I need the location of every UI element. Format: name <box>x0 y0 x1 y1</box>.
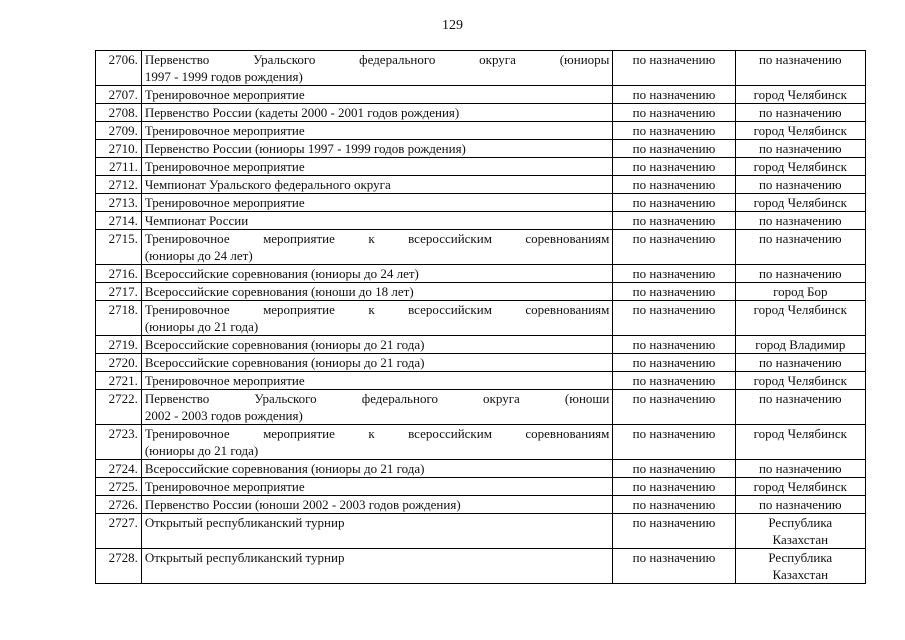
event-name: Всероссийские соревнования (юниоры до 24 лет) <box>144 266 419 281</box>
event-place-cell <box>735 336 865 354</box>
event-place-line1: город Владимир <box>755 337 846 352</box>
event-date: по назначению <box>632 123 716 138</box>
event-date: по назначению <box>632 550 716 565</box>
event-name-cell <box>141 301 613 336</box>
event-name-line1: Тренировочное мероприятие к всероссийским соревнованиям <box>144 426 610 441</box>
event-name: Тренировочное мероприятие <box>144 479 305 494</box>
event-date-cell <box>613 372 735 390</box>
event-date: по назначению <box>632 87 716 102</box>
event-place-cell <box>735 514 865 549</box>
event-date-cell <box>613 140 735 158</box>
table-row <box>96 122 866 140</box>
event-place-line1: город Челябинск <box>753 373 847 388</box>
event-place-cell <box>735 176 865 194</box>
row-number-cell <box>96 336 142 354</box>
row-number: 2709. <box>108 123 138 138</box>
event-name: Тренировочное мероприятие <box>144 373 305 388</box>
row-number: 2720. <box>108 355 138 370</box>
table-row <box>96 496 866 514</box>
table-row <box>96 478 866 496</box>
table-row <box>96 104 866 122</box>
event-date-cell <box>613 514 735 549</box>
row-number-cell <box>96 372 142 390</box>
event-name-cell <box>141 478 613 496</box>
row-number: 2718. <box>108 302 138 317</box>
event-name-cell <box>141 514 613 549</box>
event-date: по назначению <box>632 177 716 192</box>
event-place-cell <box>735 549 865 584</box>
events-table-body <box>96 51 866 584</box>
table-row <box>96 86 866 104</box>
event-name-cell <box>141 212 613 230</box>
row-number-cell <box>96 51 142 86</box>
row-number: 2712. <box>108 177 138 192</box>
row-number-cell <box>96 140 142 158</box>
event-name: Чемпионат Уральского федерального округа <box>144 177 391 192</box>
event-place-cell <box>735 425 865 460</box>
event-place-line1: по назначению <box>758 213 842 228</box>
row-number-cell <box>96 478 142 496</box>
row-number: 2714. <box>108 213 138 228</box>
row-number-cell <box>96 212 142 230</box>
event-name: Тренировочное мероприятие <box>144 87 305 102</box>
event-place-cell <box>735 104 865 122</box>
event-name: Открытый республиканский турнир <box>144 515 345 530</box>
event-name-cell <box>141 230 613 265</box>
event-name-cell <box>141 194 613 212</box>
event-date-cell <box>613 176 735 194</box>
table-row <box>96 514 866 549</box>
row-number-cell <box>96 194 142 212</box>
event-date-cell <box>613 549 735 584</box>
event-date-cell <box>613 158 735 176</box>
event-place-line1: по назначению <box>758 52 842 67</box>
event-place-line1: по назначению <box>758 497 842 512</box>
event-place-cell <box>735 301 865 336</box>
event-date: по назначению <box>632 52 716 67</box>
event-date-cell <box>613 122 735 140</box>
row-number: 2715. <box>108 231 138 246</box>
event-date-cell <box>613 194 735 212</box>
row-number-cell <box>96 496 142 514</box>
event-date: по назначению <box>632 284 716 299</box>
events-table <box>95 50 866 584</box>
event-name: Всероссийские соревнования (юниоры до 21 года) <box>144 337 425 352</box>
event-name-cell <box>141 460 613 478</box>
event-date: по назначению <box>632 266 716 281</box>
event-name-line2: 2002 - 2003 годов рождения) <box>144 408 303 423</box>
event-place-line1: по назначению <box>758 177 842 192</box>
event-date-cell <box>613 265 735 283</box>
event-place-line1: по назначению <box>758 231 842 246</box>
event-date-cell <box>613 425 735 460</box>
row-number: 2724. <box>108 461 138 476</box>
event-date: по назначению <box>632 515 716 530</box>
event-place-cell <box>735 230 865 265</box>
event-name-cell <box>141 283 613 301</box>
row-number: 2708. <box>108 105 138 120</box>
page-number: 129 <box>442 18 463 33</box>
event-date: по назначению <box>632 195 716 210</box>
event-name-cell <box>141 140 613 158</box>
event-date: по назначению <box>632 141 716 156</box>
row-number-cell <box>96 176 142 194</box>
row-number: 2716. <box>108 266 138 281</box>
event-date-cell <box>613 86 735 104</box>
event-place-line1: по назначению <box>758 266 842 281</box>
row-number: 2719. <box>108 337 138 352</box>
event-date: по назначению <box>632 373 716 388</box>
event-place-cell <box>735 460 865 478</box>
table-row <box>96 51 866 86</box>
event-name-cell <box>141 549 613 584</box>
event-date: по назначению <box>632 497 716 512</box>
event-place-line1: город Челябинск <box>753 302 847 317</box>
event-place-line2: Казахстан <box>772 532 829 547</box>
event-name-cell <box>141 104 613 122</box>
event-name-line2: (юниоры до 21 года) <box>144 443 259 458</box>
event-place-line1: город Челябинск <box>753 123 847 138</box>
event-name: Тренировочное мероприятие <box>144 195 305 210</box>
event-place-line1: город Челябинск <box>753 87 847 102</box>
event-name: Всероссийские соревнования (юноши до 18 лет) <box>144 284 414 299</box>
event-name-cell <box>141 265 613 283</box>
event-name-cell <box>141 390 613 425</box>
event-place-line2: Казахстан <box>772 567 829 582</box>
row-number-cell <box>96 460 142 478</box>
event-date-cell <box>613 478 735 496</box>
event-name-line1: Тренировочное мероприятие к всероссийским соревнованиям <box>144 302 610 317</box>
event-name-line2: (юниоры до 21 года) <box>144 319 259 334</box>
event-name-cell <box>141 122 613 140</box>
event-date-cell <box>613 460 735 478</box>
event-place-line1: город Челябинск <box>753 159 847 174</box>
event-date-cell <box>613 301 735 336</box>
event-name-cell <box>141 496 613 514</box>
event-name: Тренировочное мероприятие <box>144 159 305 174</box>
event-name-cell <box>141 86 613 104</box>
table-row <box>96 194 866 212</box>
event-name-cell <box>141 425 613 460</box>
event-place-cell <box>735 496 865 514</box>
row-number-cell <box>96 549 142 584</box>
row-number-cell <box>96 425 142 460</box>
table-row <box>96 425 866 460</box>
row-number-cell <box>96 354 142 372</box>
event-date-cell <box>613 390 735 425</box>
event-place-line1: по назначению <box>758 461 842 476</box>
table-row <box>96 212 866 230</box>
row-number-cell <box>96 514 142 549</box>
event-name-cell <box>141 372 613 390</box>
event-date: по назначению <box>632 302 716 317</box>
row-number: 2710. <box>108 141 138 156</box>
row-number-cell <box>96 86 142 104</box>
table-row <box>96 265 866 283</box>
event-name: Первенство России (юноши 2002 - 2003 годов рождения) <box>144 497 461 512</box>
event-name-cell <box>141 336 613 354</box>
event-date: по назначению <box>632 355 716 370</box>
table-row <box>96 336 866 354</box>
table-row <box>96 230 866 265</box>
row-number-cell <box>96 122 142 140</box>
table-row <box>96 549 866 584</box>
event-place-cell <box>735 86 865 104</box>
event-name: Открытый республиканский турнир <box>144 550 345 565</box>
event-date-cell <box>613 496 735 514</box>
event-date: по назначению <box>632 159 716 174</box>
event-date: по назначению <box>632 213 716 228</box>
event-name-line1: Первенство Уральского федерального округа (юноши <box>144 391 610 406</box>
event-name: Тренировочное мероприятие <box>144 123 305 138</box>
event-date: по назначению <box>632 391 716 406</box>
event-date-cell <box>613 230 735 265</box>
event-place-cell <box>735 194 865 212</box>
event-name-line1: Тренировочное мероприятие к всероссийским соревнованиям <box>144 231 610 246</box>
table-row <box>96 354 866 372</box>
event-name-cell <box>141 158 613 176</box>
event-place-line1: Республика <box>768 550 833 565</box>
event-place-cell <box>735 283 865 301</box>
row-number: 2723. <box>108 426 138 441</box>
event-place-cell <box>735 478 865 496</box>
event-place-line1: по назначению <box>758 391 842 406</box>
event-name-line2: (юниоры до 24 лет) <box>144 248 253 263</box>
event-date: по назначению <box>632 231 716 246</box>
event-place-line1: Республика <box>768 515 833 530</box>
event-name: Всероссийские соревнования (юниоры до 21 года) <box>144 461 425 476</box>
event-date-cell <box>613 354 735 372</box>
event-place-cell <box>735 212 865 230</box>
event-name-cell <box>141 51 613 86</box>
table-row <box>96 140 866 158</box>
table-row <box>96 283 866 301</box>
row-number: 2707. <box>108 87 138 102</box>
row-number: 2722. <box>108 391 138 406</box>
event-place-cell <box>735 390 865 425</box>
table-row <box>96 372 866 390</box>
row-number: 2727. <box>108 515 138 530</box>
event-date-cell <box>613 104 735 122</box>
table-row <box>96 390 866 425</box>
row-number: 2726. <box>108 497 138 512</box>
event-date-cell <box>613 212 735 230</box>
event-name-line1: Первенство Уральского федерального округа (юниоры <box>144 52 610 67</box>
row-number: 2706. <box>108 52 138 67</box>
row-number: 2728. <box>108 550 138 565</box>
event-date: по назначению <box>632 461 716 476</box>
row-number: 2713. <box>108 195 138 210</box>
event-date: по назначению <box>632 105 716 120</box>
event-place-line1: город Бор <box>773 284 828 299</box>
row-number-cell <box>96 104 142 122</box>
table-row <box>96 301 866 336</box>
row-number-cell <box>96 390 142 425</box>
event-name: Первенство России (кадеты 2000 - 2001 годов рождения) <box>144 105 460 120</box>
table-row <box>96 158 866 176</box>
row-number: 2725. <box>108 479 138 494</box>
table-row <box>96 460 866 478</box>
event-place-cell <box>735 372 865 390</box>
event-date: по назначению <box>632 426 716 441</box>
event-name-line2: 1997 - 1999 годов рождения) <box>144 69 303 84</box>
row-number-cell <box>96 283 142 301</box>
event-date-cell <box>613 283 735 301</box>
row-number-cell <box>96 301 142 336</box>
event-place-cell <box>735 265 865 283</box>
event-name-cell <box>141 176 613 194</box>
row-number-cell <box>96 158 142 176</box>
row-number: 2717. <box>108 284 138 299</box>
event-place-line1: по назначению <box>758 141 842 156</box>
event-place-cell <box>735 140 865 158</box>
event-name-cell <box>141 354 613 372</box>
event-name: Всероссийские соревнования (юниоры до 21 года) <box>144 355 425 370</box>
event-place-cell <box>735 354 865 372</box>
event-name: Первенство России (юниоры 1997 - 1999 годов рождения) <box>144 141 466 156</box>
row-number: 2711. <box>109 159 138 174</box>
event-place-line1: город Челябинск <box>753 479 847 494</box>
row-number-cell <box>96 265 142 283</box>
event-date-cell <box>613 51 735 86</box>
event-date: по назначению <box>632 479 716 494</box>
event-date-cell <box>613 336 735 354</box>
event-date: по назначению <box>632 337 716 352</box>
event-place-line1: город Челябинск <box>753 426 847 441</box>
table-row <box>96 176 866 194</box>
row-number: 2721. <box>108 373 138 388</box>
row-number-cell <box>96 230 142 265</box>
event-place-cell <box>735 158 865 176</box>
event-place-cell <box>735 51 865 86</box>
event-place-line1: по назначению <box>758 105 842 120</box>
event-place-line1: город Челябинск <box>753 195 847 210</box>
event-place-cell <box>735 122 865 140</box>
event-name: Чемпионат России <box>144 213 249 228</box>
event-place-line1: по назначению <box>758 355 842 370</box>
